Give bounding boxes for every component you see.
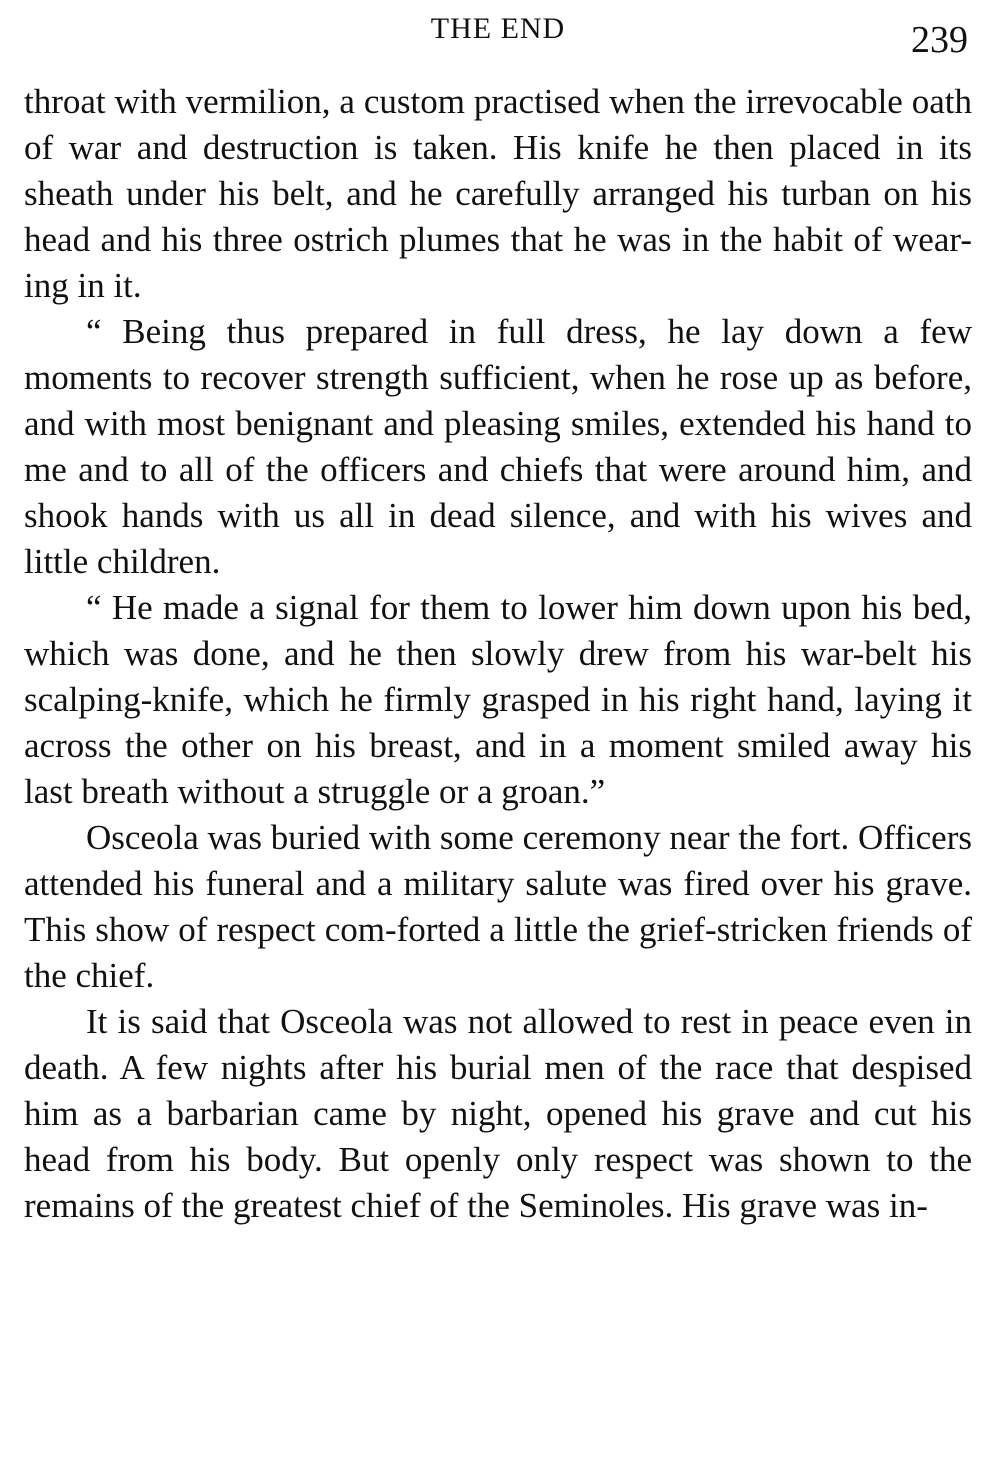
- running-head: [24, 10, 972, 61]
- paragraph-quote-dress: “ Being thus prepared in full dress, he lay down a few moments to recover strength sufficient, when he rose up as before, and with most benignant and pleasing smiles, extended his hand to me and to all of the officers and chiefs that were around him, and shook hands with us all in dead silence, and with his wives and little children.: [24, 312, 972, 581]
- paragraph-continued: throat with vermilion, a custom practised when the irrevocable oath of war and destruction is taken. His knife he then placed in its sheath under his belt, and he carefully arranged his turban on his head and his three ostrich plumes that he was in the habit of wear-ing in it.: [24, 82, 972, 305]
- body-text: [24, 79, 972, 1229]
- running-title: THE END: [430, 12, 566, 45]
- book-page: [24, 0, 972, 1458]
- paragraph-grave: It is said that Osceola was not allowed to rest in peace even in death. A few nights after his burial men of the race that despised him as a barbarian came by night, opened his grave and cut his head from his body. But openly only respect was shown to the remains of the greatest chief of the Seminoles. His grave was in-: [24, 1002, 972, 1225]
- paragraph-quote-death: “ He made a signal for them to lower him down upon his bed, which was done, and he then slowly drew from his war-belt his scalping-knife, which he firmly grasped in his right hand, laying it across the other on his breast, and in a moment smiled away his last breath without a struggle or a groan.”: [24, 588, 972, 811]
- page-number: 239: [911, 19, 968, 61]
- paragraph-burial: Osceola was buried with some ceremony near the fort. Officers attended his funeral and a military salute was fired over his grave. This show of respect com-forted a little the grief-stricken friends of the chief.: [24, 818, 972, 995]
